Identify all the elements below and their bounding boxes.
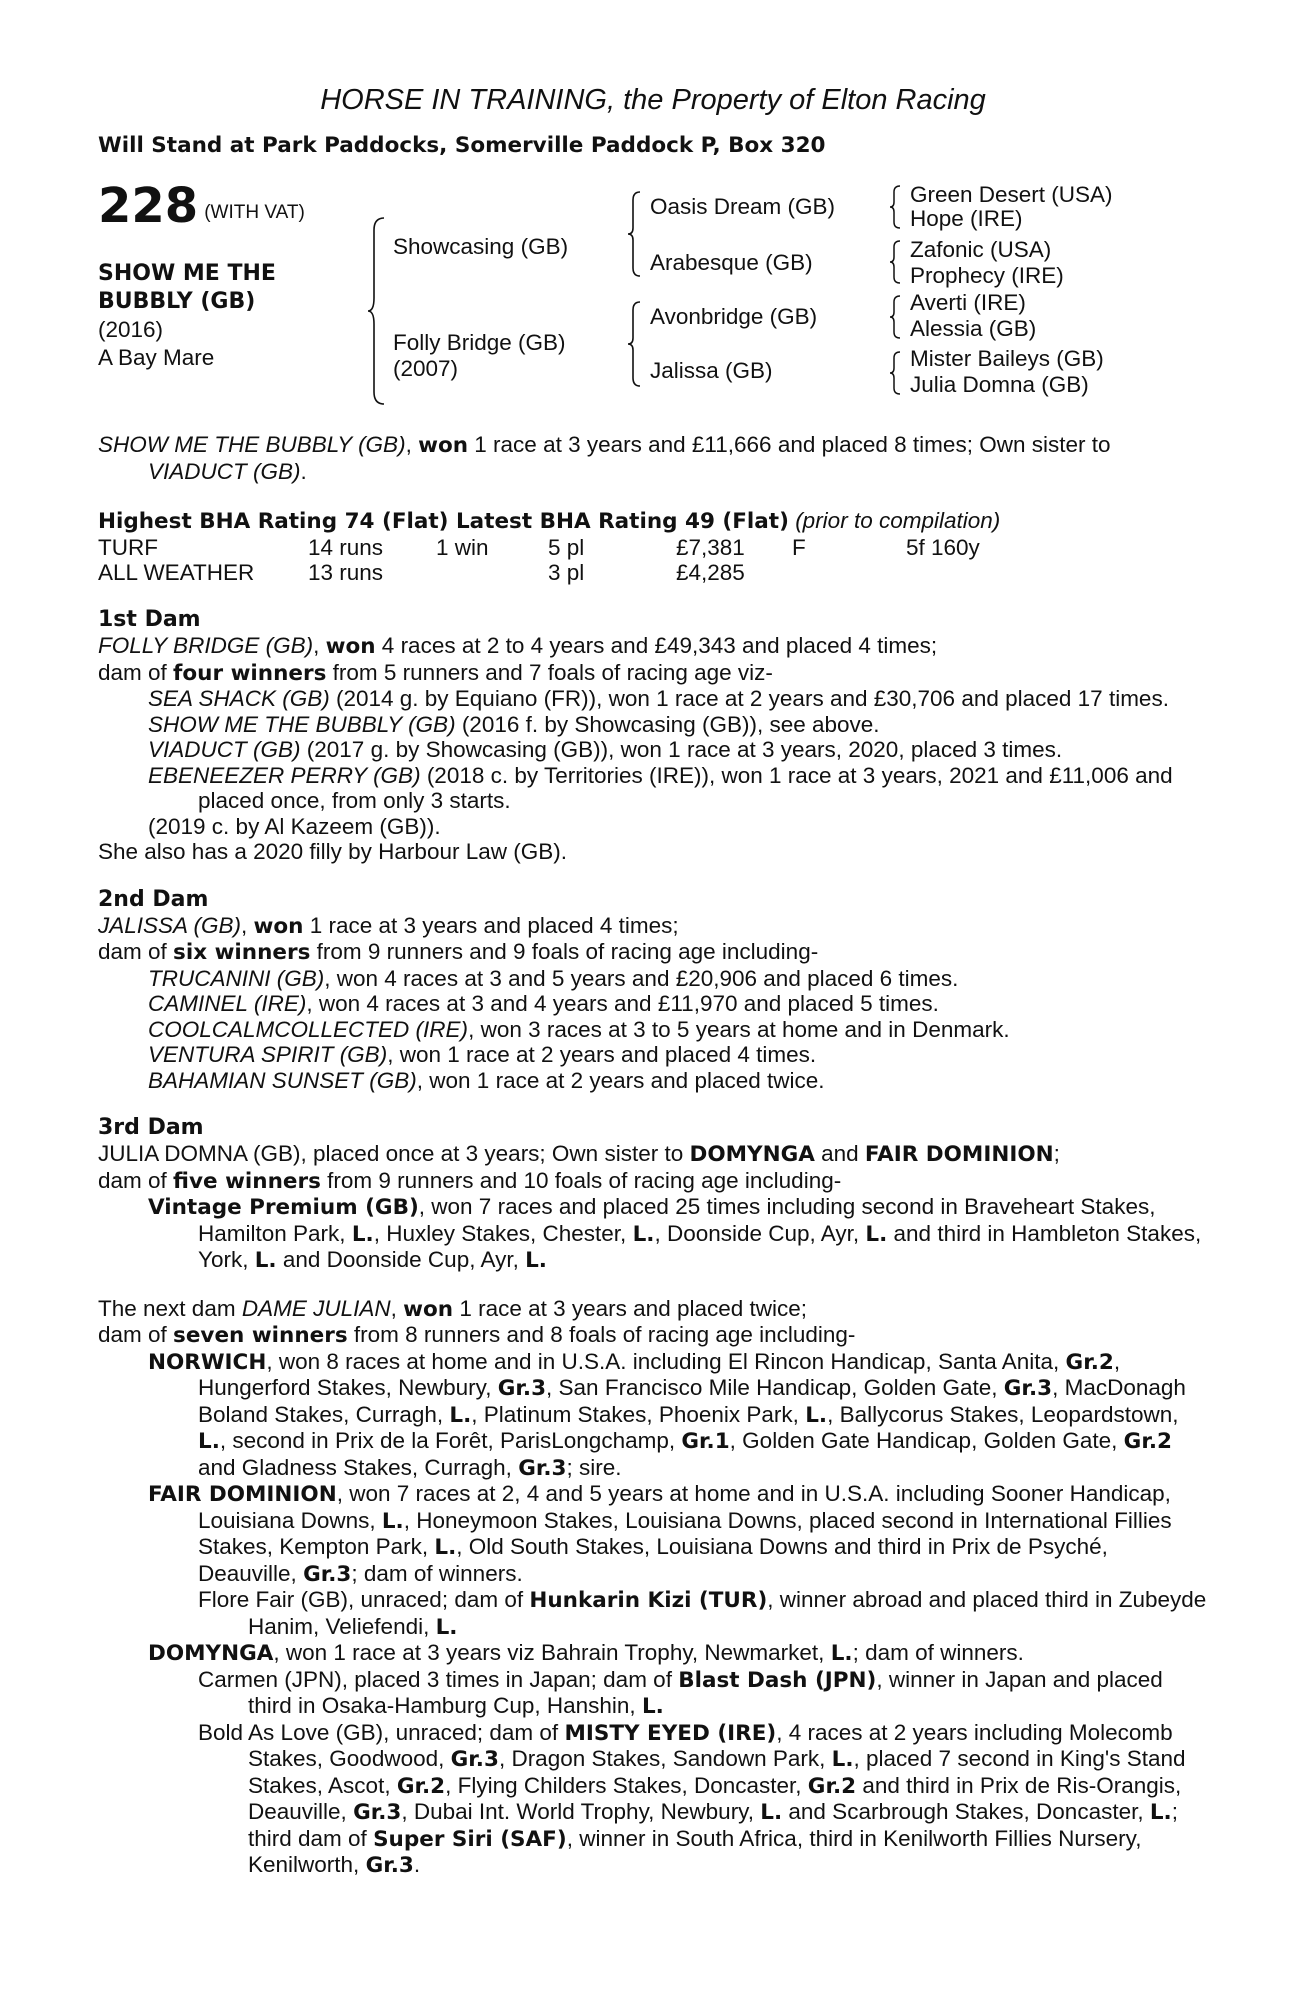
table-row: ALL WEATHER 13 runs 3 pl £4,285 xyxy=(98,560,745,585)
ggp-6: Alessia (GB) xyxy=(910,316,1037,341)
horse-details xyxy=(98,260,276,372)
horse-name-line1: SHOW ME THE xyxy=(98,261,276,286)
dam-dam-name: Jalissa (GB) xyxy=(650,358,773,383)
sire-dam-name: Arabesque (GB) xyxy=(650,250,813,275)
horse-name-line2: BUBBLY (GB) xyxy=(98,289,256,314)
list-item: VENTURA SPIRIT (GB), won 1 race at 2 years and placed 4 times. xyxy=(148,1042,817,1067)
third-dam-record: JULIA DOMNA (GB), placed once at 3 years; Own sister to DOMYNGA and FAIR DOMINION; xyxy=(98,1141,1060,1167)
brace-icon xyxy=(888,184,902,230)
first-dam-record: FOLLY BRIDGE (GB), won 4 races at 2 to 4 years and £49,343 and placed 4 times; xyxy=(98,633,938,659)
list-item: Vintage Premium (GB), won 7 races and placed 25 times including second in Braveheart Stakes, Hamilton Park, L., Huxley Stakes, Chester, L., Doonside Cup, Ayr, L. and third in Hambleton Stakes, York, L. and Doonside Cup, Ayr, L. xyxy=(148,1194,1202,1273)
bha-ratings: Highest BHA Rating 74 (Flat) Latest BHA Rating 49 (Flat) (prior to compilation) xyxy=(98,508,1001,534)
list-item: Carmen (JPN), placed 3 times in Japan; dam of Blast Dash (JPN), winner in Japan and placed third in Osaka-Hamburg Cup, Hanshin, L. xyxy=(198,1666,1163,1719)
brace-icon xyxy=(626,190,642,278)
list-item: CAMINEL (IRE), won 4 races at 3 and 4 years and £11,970 and placed 5 times. xyxy=(148,991,939,1016)
list-item: BAHAMIAN SUNSET (GB), won 1 race at 2 years and placed twice. xyxy=(148,1067,825,1093)
list-item: EBENEEZER PERRY (GB) (2018 c. by Territories (IRE)), won 1 race at 3 years, 2021 and £11,006 and placed once, from only 3 starts. xyxy=(148,762,1173,813)
pedigree-block xyxy=(98,178,1208,404)
second-dam-heading: 2nd Dam xyxy=(98,886,209,912)
third-dam-produce: dam of five winners from 9 runners and 10 foals of racing age including- xyxy=(98,1167,842,1194)
second-dam-produce: dam of six winners from 9 runners and 9 foals of racing age including- xyxy=(98,939,819,965)
brace-icon xyxy=(888,350,902,396)
brace-icon xyxy=(366,216,386,406)
ggp-8: Julia Domna (GB) xyxy=(910,372,1089,397)
lot-number: 228 xyxy=(98,178,199,234)
next-dam-record: The next dam DAME JULIAN, won 1 race at 3 years and placed twice; xyxy=(98,1295,808,1322)
horse-description: A Bay Mare xyxy=(98,345,215,370)
list-item: NORWICH, won 8 races at home and in U.S.A. including El Rincon Handicap, Santa Anita, Gr.2, Hungerford Stakes, Newbury, Gr.3, San Francisco Mile Handicap, Golden Gate, Gr.3, MacDonagh Boland Stakes, Curragh, L., Platinum Stakes, Phoenix Park, L., Ballycorus Stakes, Leopardstown, L., second in Prix de la Forêt, ParisLongchamp, Gr.1, Golden Gate Handicap, Golden Gate, Gr.2 and Gladness Stakes, Curragh, Gr.3; sire. xyxy=(148,1348,1186,1481)
race-record-table xyxy=(98,535,980,585)
list-item: COOLCALMCOLLECTED (IRE), won 3 races at 3 to 5 years at home and in Denmark. xyxy=(148,1016,1010,1042)
vat-label: (WITH VAT) xyxy=(204,202,305,223)
list-item: DOMYNGA, won 1 race at 3 years viz Bahrain Trophy, Newmarket, L.; dam of winners. xyxy=(148,1640,1024,1666)
list-item: TRUCANINI (GB), won 4 races at 3 and 5 years and £20,906 and placed 6 times. xyxy=(148,965,959,991)
horse-year: (2016) xyxy=(98,317,164,342)
sire-sire-name: Oasis Dream (GB) xyxy=(650,194,836,219)
third-dam-heading: 3rd Dam xyxy=(98,1115,204,1140)
next-dam-produce: dam of seven winners from 8 runners and 8 foals of racing age including- xyxy=(98,1322,856,1348)
catalogue-page xyxy=(98,84,1208,1879)
ggp-5: Averti (IRE) xyxy=(910,290,1026,315)
table-row: TURF 14 runs 1 win 5 pl £7,381 F 5f 160y xyxy=(98,535,980,560)
sire-name: Showcasing (GB) xyxy=(393,234,569,259)
list-item: Bold As Love (GB), unraced; dam of MISTY EYED (IRE), 4 races at 2 years including Molecomb Stakes, Goodwood, Gr.3, Dragon Stakes, Sandown Park, L., placed 7 second in King's Stand Stakes, Ascot, Gr.2, Flying Childers Stakes, Doncaster, Gr.2 and third in Prix de Ris-Orangis, Deauville, Gr.3, Dubai Int. World Trophy, Newbury, L. and Scarbrough Stakes, Doncaster, L.; third dam of Super Siri (SAF), winner in South Africa, third in Kenilworth Fillies Nursery, Kenilworth, Gr.3. xyxy=(198,1719,1186,1878)
first-dam-note: She also has a 2020 filly by Harbour Law (GB). xyxy=(98,839,567,864)
second-dam-record: JALISSA (GB), won 1 race at 3 years and placed 4 times; xyxy=(98,912,679,939)
dam-sire-name: Avonbridge (GB) xyxy=(650,304,818,329)
list-item: FAIR DOMINION, won 7 races at 2, 4 and 5 years at home and in U.S.A. including Sooner Handicap, Louisiana Downs, L., Honeymoon Stakes, Louisiana Downs, placed second in International Fillies Stakes, Kempton Park, L., Old South Stakes, Louisiana Downs and third in Prix de Psyché, Deauville, Gr.3; dam of winners. xyxy=(148,1481,1172,1587)
dam-year: (2007) xyxy=(393,356,459,381)
horse-summary: SHOW ME THE BUBBLY (GB), won 1 race at 3 years and £11,666 and placed 8 times; Own sister to VIADUCT (GB). xyxy=(98,432,1111,484)
brace-icon xyxy=(888,294,902,340)
ggp-4: Prophecy (IRE) xyxy=(910,263,1064,288)
first-dam-heading: 1st Dam xyxy=(98,607,201,632)
list-item: Flore Fair (GB), unraced; dam of Hunkarin Kizi (TUR), winner abroad and placed third in Zubeyde Hanim, Veliefendi, L. xyxy=(198,1587,1207,1640)
ggp-7: Mister Baileys (GB) xyxy=(910,346,1104,371)
first-dam-produce: dam of four winners from 5 runners and 7 foals of racing age viz- xyxy=(98,659,773,686)
list-item: (2019 c. by Al Kazeem (GB)). xyxy=(148,813,441,839)
brace-icon xyxy=(888,239,902,285)
ggp-2: Hope (IRE) xyxy=(910,206,1023,231)
ggp-3: Zafonic (USA) xyxy=(910,237,1052,262)
list-item: VIADUCT (GB) (2017 g. by Showcasing (GB)), won 1 race at 3 years, 2020, placed 3 times. xyxy=(148,737,1063,762)
list-item: SEA SHACK (GB) (2014 g. by Equiano (FR)), won 1 race at 2 years and £30,706 and placed 17 times. xyxy=(148,686,1169,711)
ratings-section xyxy=(98,508,1208,585)
page-title: HORSE IN TRAINING, the Property of Elton Racing xyxy=(320,84,986,116)
ggp-1: Green Desert (USA) xyxy=(910,182,1113,207)
lot-header xyxy=(98,178,305,234)
dam-name: Folly Bridge (GB) xyxy=(393,330,566,355)
brace-icon xyxy=(626,300,642,388)
stand-location: Will Stand at Park Paddocks, Somerville Paddock P, Box 320 xyxy=(98,133,826,158)
list-item: SHOW ME THE BUBBLY (GB) (2016 f. by Showcasing (GB)), see above. xyxy=(148,711,880,737)
